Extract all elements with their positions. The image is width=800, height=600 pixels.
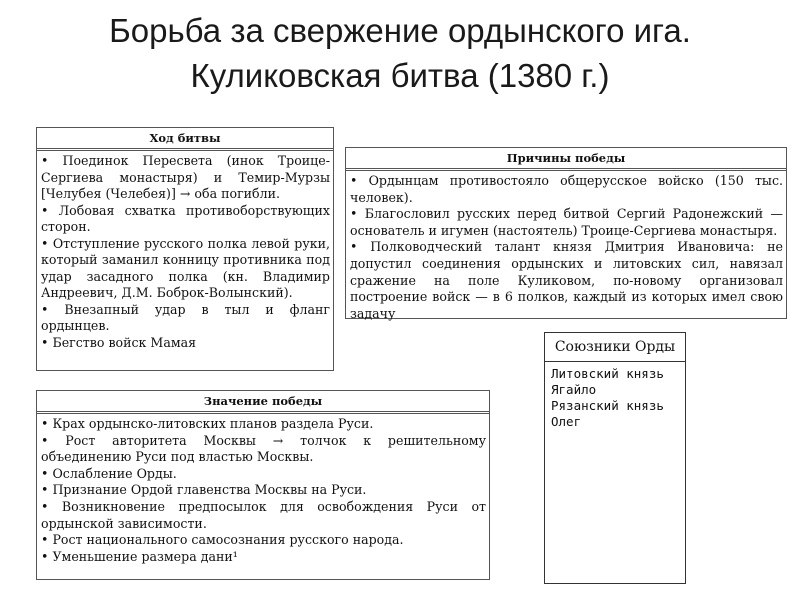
- list-item: • Внезапный удар в тыл и фланг ордынцев.: [41, 302, 330, 335]
- horde-allies-box: [544, 332, 686, 584]
- battle-course-list: [37, 151, 333, 351]
- list-item: Ягайло: [551, 382, 597, 397]
- list-item: • Ослабление Орды.: [41, 466, 486, 483]
- slide-title-line-2: Куликовская битва (1380 г.): [190, 57, 610, 94]
- victory-significance-heading: Значение победы: [37, 391, 489, 414]
- list-item: • Ордынцам противостояло общерусское войско (150 тыс. человек).: [350, 173, 783, 206]
- list-item: • Благословил русских перед битвой Сергий Радонежский — основатель и игумен (настоятель) Троице-Сергиева монастыря.: [350, 206, 783, 239]
- list-item: • Лобовая схватка противоборствующих сторон.: [41, 203, 330, 236]
- list-item: Олег: [551, 414, 582, 429]
- victory-significance-list: [37, 414, 489, 565]
- list-item: • Бегство войск Мамая: [41, 335, 330, 352]
- slide-title: [0, 8, 800, 98]
- victory-significance-box: [36, 390, 490, 580]
- victory-reasons-list: [346, 171, 786, 322]
- horde-allies-heading: Союзники Орды: [545, 333, 685, 362]
- slide-title-line-1: Борьба за свержение ордынского ига.: [109, 12, 691, 49]
- horde-allies-list: [545, 362, 685, 434]
- list-item: Рязанский князь: [551, 398, 664, 413]
- list-item: • Возникновение предпосылок для освобождения Руси от ордынской зависимости.: [41, 499, 486, 532]
- list-item: Литовский князь: [551, 366, 664, 381]
- victory-reasons-heading: Причины победы: [346, 148, 786, 171]
- list-item: • Рост авторитета Москвы → толчок к решительному объединению Руси под властью Москвы.: [41, 433, 486, 466]
- battle-course-heading: Ход битвы: [37, 128, 333, 151]
- list-item: • Поединок Пересвета (инок Троице-Сергиева монастыря) и Темир-Мурзы [Челубея (Челебея)] → оба погибли.: [41, 153, 330, 203]
- list-item: • Рост национального самосознания русского народа.: [41, 532, 486, 549]
- list-item: • Отступление русского полка левой руки, который заманил конницу противника под удар засадного полка (кн. Владимир Андреевич, Д.М. Боброк-Волынский).: [41, 236, 330, 302]
- list-item: • Полководческий талант князя Дмитрия Ивановича: не допустил соединения ордынских и литовских сил, навязал сражение на поле Куликовом, по-новому организовал построение войск — в 6 полков, каждый из которых имел свою задачу: [350, 239, 783, 322]
- list-item: • Крах ордынско-литовских планов раздела Руси.: [41, 416, 486, 433]
- victory-reasons-box: [345, 147, 787, 319]
- list-item: • Признание Ордой главенства Москвы на Руси.: [41, 482, 486, 499]
- battle-course-box: [36, 127, 334, 371]
- list-item: • Уменьшение размера дани¹: [41, 549, 486, 566]
